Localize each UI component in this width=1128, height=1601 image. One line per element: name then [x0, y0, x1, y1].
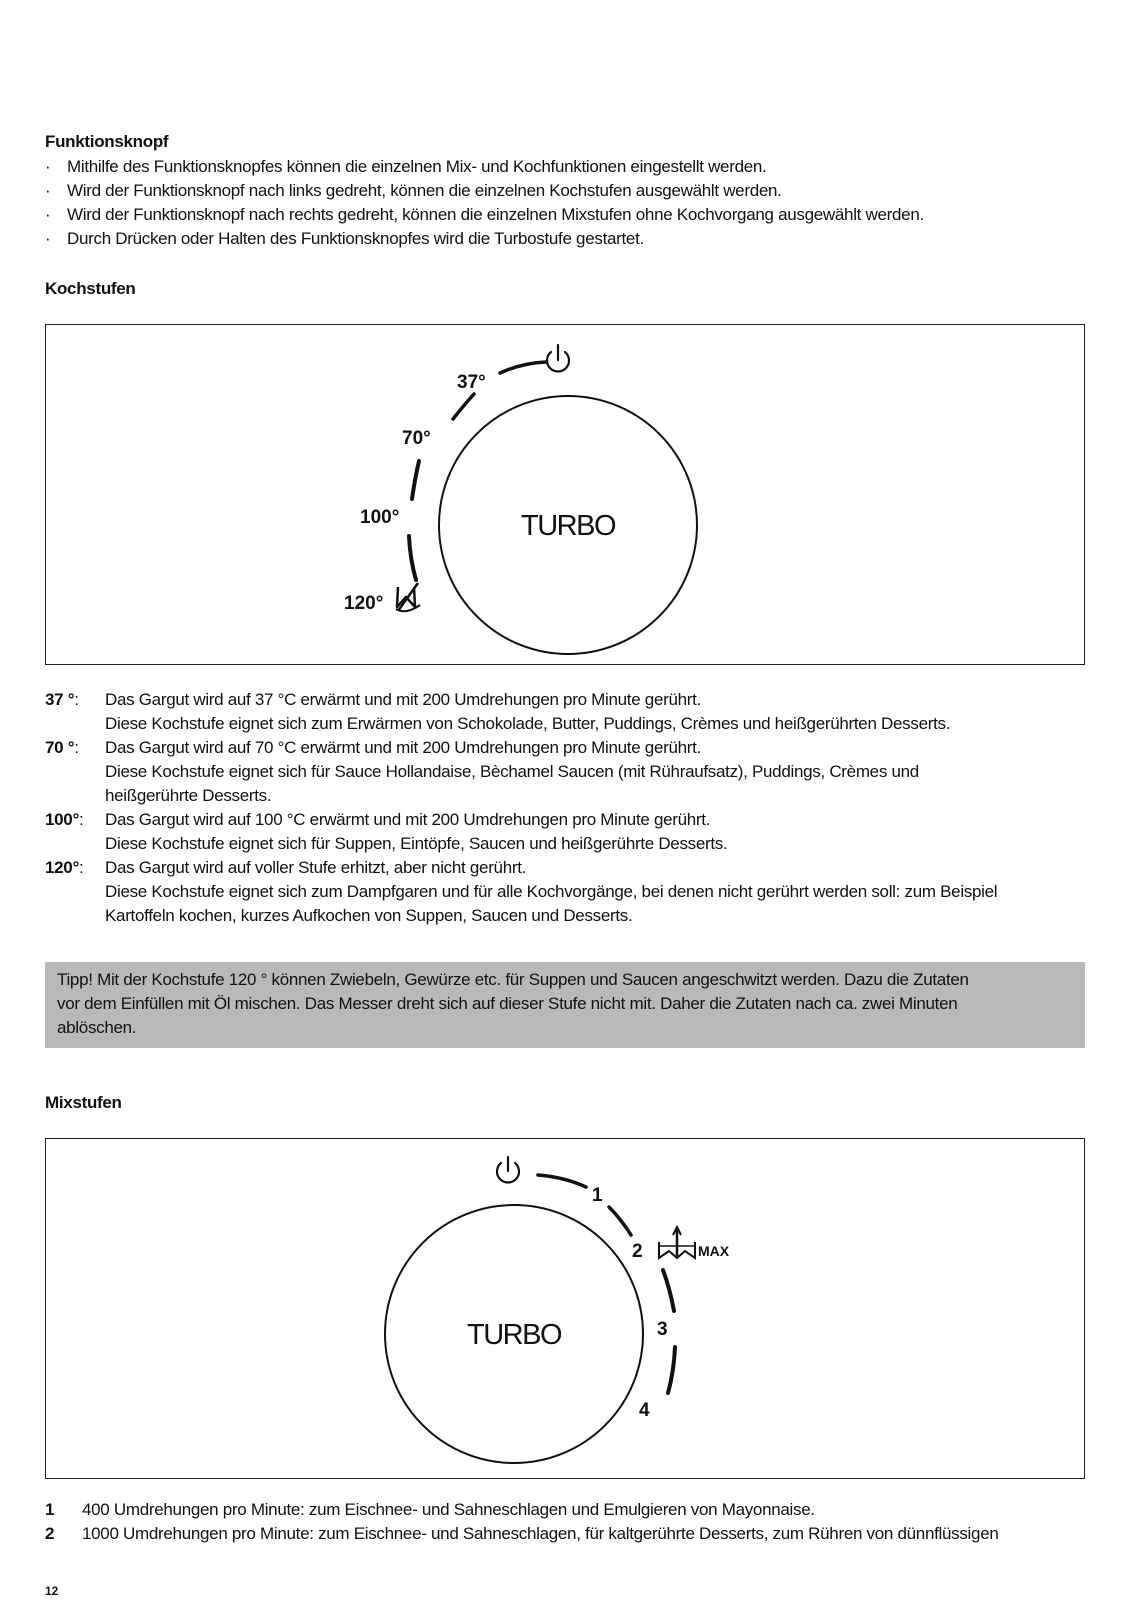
bullet-dot: · [45, 181, 51, 200]
power-icon [497, 1157, 519, 1182]
scale-label-37: 37° [457, 372, 486, 393]
cooking-knob-svg [46, 325, 1086, 666]
scale-arc-segment [668, 1347, 675, 1393]
mixing-level-row [45, 1498, 1105, 1522]
cooking-level-row [45, 784, 1105, 808]
whisk-icon [659, 1227, 695, 1258]
scale-label-70: 70° [402, 428, 431, 449]
scale-label-1: 1 [592, 1185, 603, 1206]
knob-turbo-label: TURBO [521, 510, 615, 542]
cooking-level-text: Diese Kochstufe eignet sich zum Dampfgaren und für alle Kochvorgänge, bei denen nicht gerührt werden soll: zum Beispiel [105, 882, 998, 901]
cooking-level-text: Das Gargut wird auf 100 °C erwärmt und mit 200 Umdrehungen pro Minute gerührt. [105, 810, 711, 829]
bullet-text: Wird der Funktionsknopf nach links gedreht, können die einzelnen Kochstufen ausgewählt werden. [67, 181, 782, 200]
cooking-level-list [45, 688, 1105, 928]
cooking-level-row [45, 712, 1105, 736]
mixing-level-text: 1000 Umdrehungen pro Minute: zum Eischnee- und Sahneschlagen, für kaltgerührte Desserts, zum Rühren von dünnflüssigen [82, 1524, 999, 1543]
scale-label-120: 120° [344, 593, 384, 614]
cooking-level-text: Diese Kochstufe eignet sich für Suppen, Eintöpfe, Saucen und heißgerührte Desserts. [105, 834, 728, 853]
mixing-level-number: 2 [45, 1524, 55, 1543]
scale-arc-segment [412, 461, 419, 499]
scale-label-2: 2 [632, 1241, 643, 1262]
bullet-dot: · [45, 157, 51, 176]
cooking-level-row [45, 904, 1105, 928]
cooking-level-row [45, 832, 1105, 856]
cooking-level-row [45, 736, 1105, 760]
section-heading-function-knob: Funktionsknopf [45, 132, 169, 151]
cooking-level-text: Diese Kochstufe eignet sich zum Erwärmen von Schokolade, Butter, Puddings, Crèmes und heißgerührten Desserts. [105, 714, 951, 733]
mixing-level-list [45, 1498, 1105, 1546]
no-stir-icon [396, 583, 420, 611]
cooking-level-text: Das Gargut wird auf 70 °C erwärmt und mit 200 Umdrehungen pro Minute gerührt. [105, 738, 701, 757]
cooking-level-label: 120°: [45, 858, 84, 877]
cooking-level-text: Diese Kochstufe eignet sich für Sauce Hollandaise, Bèchamel Saucen (mit Rühraufsatz), Puddings, Crèmes und [105, 762, 919, 781]
bullet-item [45, 227, 1085, 251]
page-number: 12 [45, 1584, 59, 1598]
scale-arc-segment [609, 1207, 631, 1235]
section-heading-cooking-levels: Kochstufen [45, 279, 136, 298]
tip-line: Tipp! Mit der Kochstufe 120 ° können Zwiebeln, Gewürze etc. für Suppen und Saucen angeschwitzt werden. Dazu die Zutaten [57, 970, 969, 989]
mixing-level-number: 1 [45, 1500, 55, 1519]
power-icon [547, 345, 569, 371]
cooking-level-row [45, 760, 1105, 784]
mixing-knob-svg [46, 1139, 1086, 1480]
max-label: MAX [698, 1243, 730, 1259]
bullet-text: Mithilfe des Funktionsknopfes können die einzelnen Mix- und Kochfunktionen eingestellt werden. [67, 157, 767, 176]
bullet-dot: · [45, 229, 51, 248]
bullet-item [45, 203, 1085, 227]
scale-arc-segment [453, 394, 474, 419]
mixing-level-text: 400 Umdrehungen pro Minute: zum Eischnee- und Sahneschlagen und Emulgieren von Mayonnaise. [82, 1500, 815, 1519]
tip-line: vor dem Einfüllen mit Öl mischen. Das Messer dreht sich auf dieser Stufe nicht mit. Daher die Zutaten nach ca. zwei Minuten [57, 994, 958, 1013]
bullet-text: Durch Drücken oder Halten des Funktionsknopfes wird die Turbostufe gestartet. [67, 229, 644, 248]
knob-turbo-label: TURBO [467, 1319, 561, 1351]
tip-line: ablöschen. [57, 1018, 137, 1037]
cooking-level-row [45, 688, 1105, 712]
scale-arc-segment [663, 1270, 674, 1311]
cooking-level-text: Kartoffeln kochen, kurzes Aufkochen von Suppen, Saucen und Desserts. [105, 906, 633, 925]
cooking-level-row [45, 880, 1105, 904]
scale-label-4: 4 [639, 1400, 650, 1421]
section-heading-mixing-levels: Mixstufen [45, 1093, 122, 1112]
mixing-knob-diagram [45, 1138, 1085, 1479]
cooking-level-text: Das Gargut wird auf voller Stufe erhitzt, aber nicht gerührt. [105, 858, 527, 877]
mixing-level-row [45, 1522, 1105, 1546]
function-knob-bullet-list [45, 155, 1085, 251]
cooking-level-row [45, 856, 1105, 880]
bullet-item [45, 155, 1085, 179]
cooking-level-label: 70 °: [45, 738, 79, 757]
cooking-level-label: 100°: [45, 810, 84, 829]
scale-label-100: 100° [360, 507, 400, 528]
cooking-level-row [45, 808, 1105, 832]
cooking-level-label: 37 °: [45, 690, 79, 709]
cooking-level-text: heißgerührte Desserts. [105, 786, 272, 805]
scale-arc-segment [409, 536, 416, 580]
scale-label-3: 3 [657, 1319, 668, 1340]
tip-box [45, 962, 1085, 1048]
bullet-item [45, 179, 1085, 203]
cooking-knob-diagram [45, 324, 1085, 665]
scale-arc-segment [538, 1175, 586, 1187]
bullet-text: Wird der Funktionsknopf nach rechts gedreht, können die einzelnen Mixstufen ohne Kochvorgang ausgewählt werden. [67, 205, 924, 224]
cooking-level-text: Das Gargut wird auf 37 °C erwärmt und mit 200 Umdrehungen pro Minute gerührt. [105, 690, 701, 709]
scale-arc-segment [500, 362, 546, 373]
bullet-dot: · [45, 205, 51, 224]
